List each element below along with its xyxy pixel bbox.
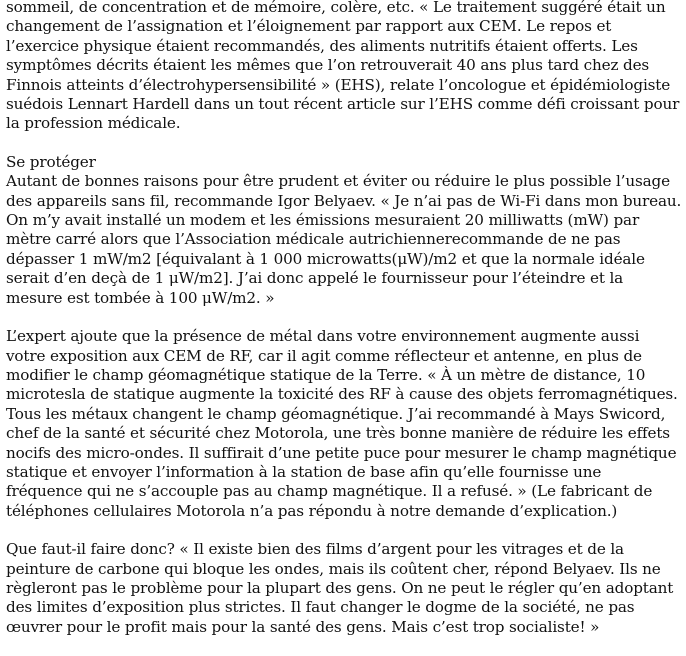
- paragraph-metal-exposure: L’expert ajoute que la présence de métal dans votre environnement augmente aussi votre exposition aux CEM de RF, car il agit comme réflecteur et antenne, en plus de modifier le champ géomagnétique statique de la Terre. « À un mètre de distance, 10 microtesla de statique augmente la toxicité des RF à cause des objets ferromagnétiques. Tous les métaux changent le champ géomagnétique. J’ai recommandé à Mays Swicord, chef de la santé et sécurité chez Motorola, une très bonne manière de réduire les effets nocifs des micro-ondes. Il suffirait d’une petite puce pour mesurer le champ magnétique statique et envoyer l’information à la station de base afin qu’elle fournisse une fréquence qui ne s’accouple pas au champ magnétique. Il a refusé. » (Le fabricant de téléphones cellulaires Motorola n’a pas répondu à notre demande d’explication.): [6, 327, 678, 520]
- article-body: [6, 0, 682, 656]
- paragraph-symptoms: sommeil, de concentration et de mémoire, colère, etc. « Le traitement suggéré était un changement de l’assignation et l’éloignement par rapport aux CEM. Le repos et l’exercice physique étaient recommandés, des aliments nutritifs étaient offerts. Les symptômes décrits étaient les mêmes que l’on retrouverait 40 ans plus tard chez des Finnois atteints d’électrohypersensibilité » (EHS), relate l’oncologue et épidémiologiste suédois Lennart Hardell dans un tout récent article sur l’EHS comme défi croissant pour la profession médicale.: [6, 0, 680, 133]
- section-protection: [6, 153, 682, 308]
- paragraph-what-to-do: Que faut-il faire donc? « Il existe bien des films d’argent pour les vitrages et de la peinture de carbone qui bloque les ondes, mais ils coûtent cher, répond Belyaev. Ils ne règleront pas le problème pour la plupart des gens. On ne peut le régler qu’en adoptant des limites d’exposition plus strictes. Il faut changer le dogme de la société, ne pas œuvrer pour le profit mais pour la santé des gens. Mais c’est trop socialiste! »: [6, 540, 674, 636]
- paragraph-wifi-advice: Autant de bonnes raisons pour être prudent et éviter ou réduire le plus possible l’usage des appareils sans fil, recommande Igor Belyaev. « Je n’ai pas de Wi-Fi dans mon bureau. On m’y avait installé un modem et les émissions mesuraient 20 milliwatts (mW) par mètre carré alors que l’Association médicale autrichiennerecommande de ne pas dépasser 1 mW/m2 [équivalant à 1 000 microwatts(μW)/m2 et que la normale idéale serait d’en deçà de 1 μW/m2]. J’ai donc appelé le fournisseur pour l’éteindre et la mesure est tombée à 100 μW/m2. »: [6, 172, 682, 307]
- section-heading: Se protéger: [6, 152, 96, 171]
